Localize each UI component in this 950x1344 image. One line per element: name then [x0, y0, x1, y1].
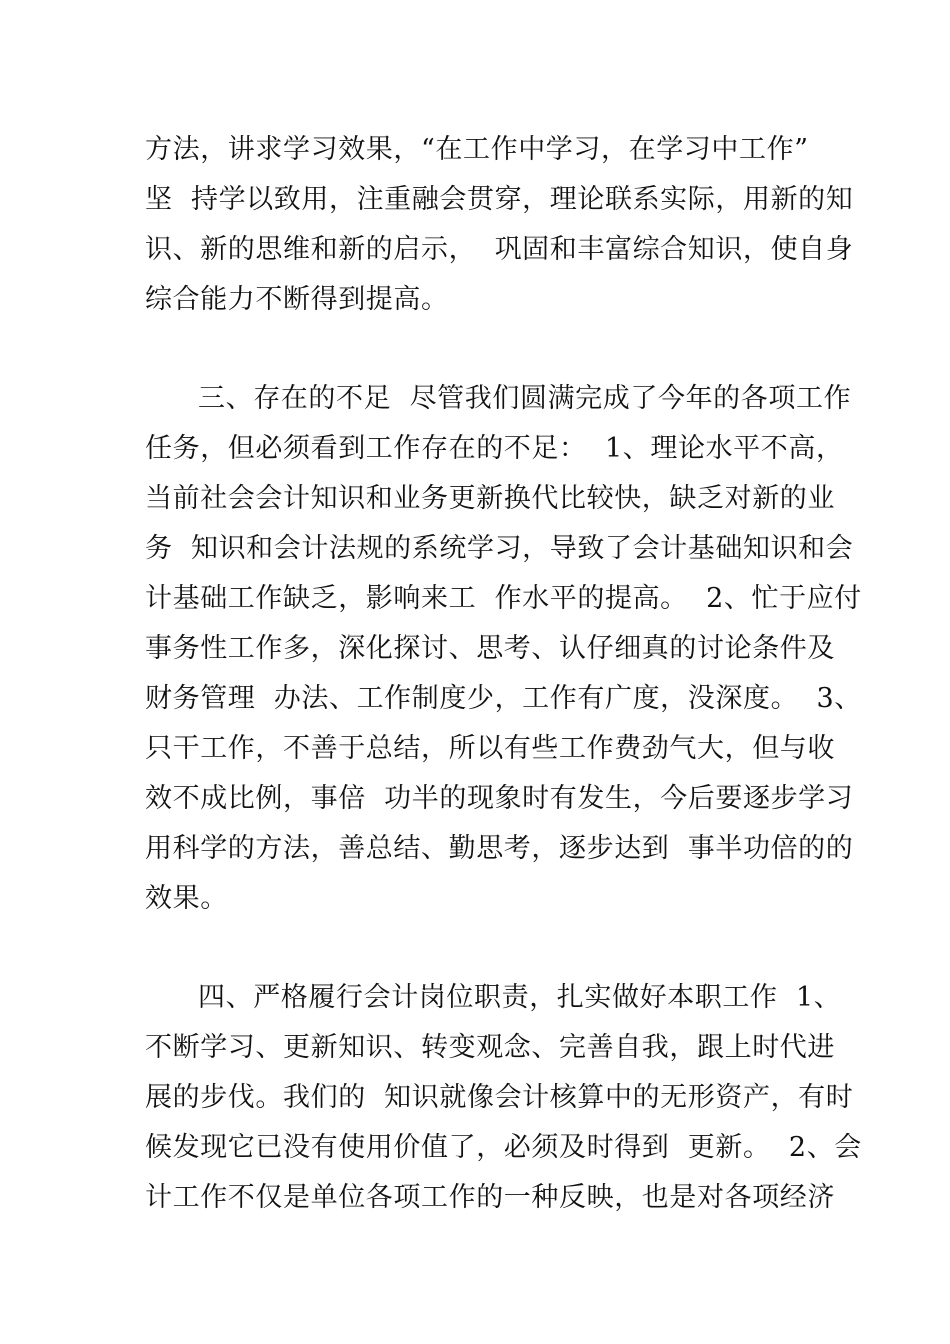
paragraph-3-line-3: 展的步伐。我们的 知识就像会计核算中的无形资产，有时	[145, 1082, 854, 1113]
paragraph-2-line-5: 计基础工作缺乏，影响来工 作水平的提高。 2、忙于应付	[145, 583, 862, 614]
paragraph-1-line-4: 综合能力不断得到提高。	[145, 284, 449, 315]
paragraph-2-line-4: 务 知识和会计法规的系统学习，导致了会计基础知识和会	[145, 533, 854, 564]
paragraph-3-line-4: 候发现它已没有使用价值了，必须及时得到 更新。 2、会	[145, 1132, 862, 1163]
paragraph-2-line-2: 任务，但必须看到工作存在的不足： 1、理论水平不高，	[145, 433, 844, 464]
paragraph-2-line-3: 当前社会会计知识和业务更新换代比较快，缺乏对新的业	[145, 483, 835, 514]
paragraph-3-line-5: 计工作不仅是单位各项工作的一种反映，也是对各项经济	[145, 1182, 835, 1213]
paragraph-2-line-1: 三、存在的不足 尽管我们圆满完成了今年的各项工作	[198, 383, 852, 414]
paragraph-1-line-2: 坚 持学以致用，注重融会贯穿，理论联系实际，用新的知	[145, 184, 854, 215]
paragraph-1-line-3: 识、新的思维和新的启示， 巩固和丰富综合知识，使自身	[145, 234, 854, 265]
paragraph-3-line-1: 四、严格履行会计岗位职责，扎实做好本职工作 1、	[198, 982, 842, 1013]
paragraph-2-line-6: 事务性工作多，深化探讨、思考、认仔细真的讨论条件及	[145, 633, 835, 664]
paragraph-2-line-9: 效不成比例，事倍 功半的现象时有发生，今后要逐步学习	[145, 783, 854, 814]
paragraph-2-line-8: 只干工作，不善于总结，所以有些工作费劲气大，但与收	[145, 733, 835, 764]
paragraph-3-line-2: 不断学习、更新知识、转变观念、完善自我，跟上时代进	[145, 1032, 835, 1063]
paragraph-2-line-10: 用科学的方法，善总结、勤思考，逐步达到 事半功倍的的	[145, 833, 854, 864]
paragraph-1-line-1: 方法，讲求学习效果，“在工作中学习，在学习中工作”	[145, 134, 809, 165]
paragraph-2-line-7: 财务管理 办法、工作制度少，工作有广度，没深度。 3、	[145, 683, 862, 714]
paragraph-2-line-11: 效果。	[145, 883, 228, 914]
